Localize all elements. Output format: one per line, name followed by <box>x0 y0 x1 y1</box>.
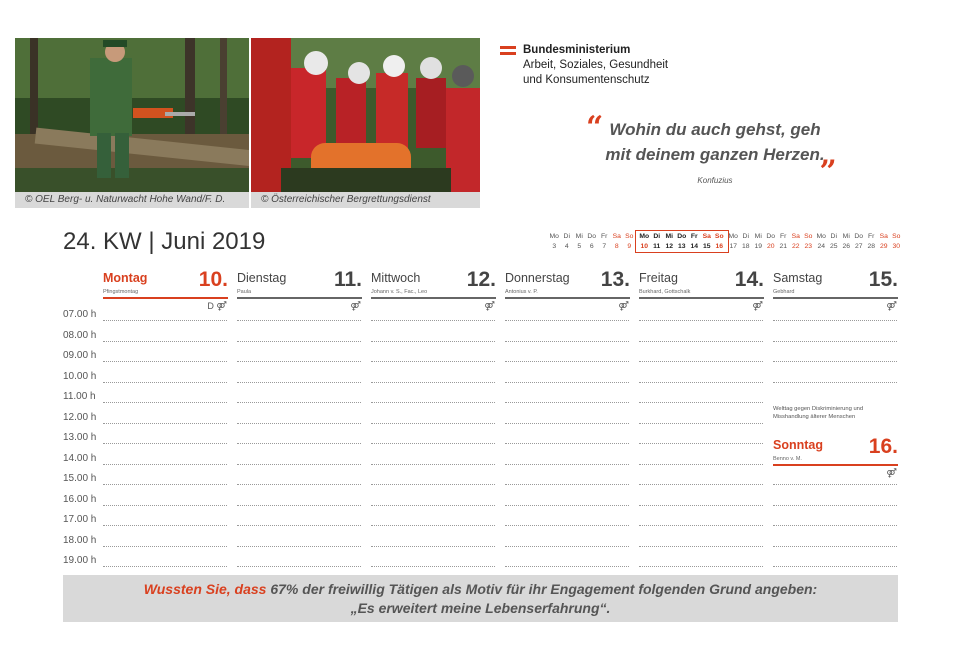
day-name: Samstag <box>773 271 823 285</box>
writing-line[interactable] <box>103 443 227 444</box>
day-rule <box>103 297 228 299</box>
quote-author: Konfuzius <box>697 176 733 185</box>
writing-line[interactable] <box>237 464 361 465</box>
writing-line[interactable] <box>505 525 629 526</box>
mini-calendar: Mo Di Mi Do Fr Sa So 17 18 19 20 21 22 23 <box>728 233 813 250</box>
writing-line[interactable] <box>639 341 763 342</box>
writing-line[interactable] <box>639 361 763 362</box>
writing-line[interactable] <box>639 484 763 485</box>
writing-line[interactable] <box>237 566 361 567</box>
photo-forest-worker <box>15 38 249 192</box>
people-icon: D ⚤ <box>207 301 227 311</box>
writing-line[interactable] <box>639 382 763 383</box>
time-label: 13.00 h <box>63 432 97 443</box>
quote-open-mark: “ <box>586 110 604 145</box>
writing-line[interactable] <box>237 546 361 547</box>
writing-line[interactable] <box>371 566 495 567</box>
writing-line[interactable] <box>371 423 495 424</box>
photo-mountain-rescue <box>251 38 480 192</box>
writing-line[interactable] <box>371 484 495 485</box>
writing-line[interactable] <box>371 464 495 465</box>
people-icon: ⚤ <box>350 301 361 311</box>
saturday-note: Welttag gegen Diskriminierung und Misshandlung älterer Menschen <box>773 406 864 420</box>
writing-line[interactable] <box>103 361 227 362</box>
writing-line[interactable] <box>237 423 361 424</box>
quote-block <box>570 117 860 185</box>
writing-line[interactable] <box>103 464 227 465</box>
writing-line[interactable] <box>103 546 227 547</box>
quote-line: mit deinem ganzen Herzen. <box>605 145 825 164</box>
day-saint: Antonius v. P. <box>505 289 538 295</box>
day-number: 16. <box>868 435 898 458</box>
day-number: 13. <box>600 268 630 291</box>
writing-line[interactable] <box>505 320 629 321</box>
day-number: 10. <box>198 268 228 291</box>
day-saint: Johann v. S., Fac., Leo <box>371 289 428 295</box>
day-number: 15. <box>868 268 898 291</box>
time-label: 14.00 h <box>63 452 97 464</box>
writing-line[interactable] <box>773 361 897 362</box>
time-label: 19.00 h <box>63 555 97 566</box>
writing-line[interactable] <box>505 382 629 383</box>
photo-caption: © OEL Berg- u. Naturwacht Hohe Wand/F. D. <box>15 192 249 208</box>
writing-line[interactable] <box>505 464 629 465</box>
writing-line[interactable] <box>505 484 629 485</box>
day-rule <box>371 297 496 299</box>
writing-line[interactable] <box>639 505 763 506</box>
time-column <box>63 308 96 575</box>
writing-line[interactable] <box>505 505 629 506</box>
writing-line[interactable] <box>371 402 495 403</box>
mini-calendar: Mo Di Mi Do Fr Sa So 24 25 26 27 28 29 30 <box>816 233 901 250</box>
writing-line[interactable] <box>773 382 897 383</box>
writing-line[interactable] <box>773 341 897 342</box>
fact-lead: Wussten Sie, dass <box>143 581 267 597</box>
time-label: 11.00 h <box>63 391 96 402</box>
day-number: 14. <box>734 268 764 291</box>
day-rule <box>639 297 764 299</box>
writing-line[interactable] <box>505 443 629 444</box>
ministry-department: Arbeit, Soziales, Gesundheit <box>523 59 669 71</box>
writing-line[interactable] <box>773 320 897 321</box>
writing-line[interactable] <box>103 423 227 424</box>
ministry-department: und Konsumentenschutz <box>523 74 650 86</box>
writing-line[interactable] <box>371 443 495 444</box>
writing-line[interactable] <box>237 361 361 362</box>
people-icon: ⚤ <box>618 301 629 311</box>
writing-line[interactable] <box>505 361 629 362</box>
time-label: 07.00 h <box>63 309 97 320</box>
writing-line[interactable] <box>639 525 763 526</box>
photo-caption: © Österreichischer Bergrettungsdienst <box>251 192 480 208</box>
day-name: Mittwoch <box>371 271 421 285</box>
time-label: 15.00 h <box>63 473 97 484</box>
writing-line[interactable] <box>505 341 629 342</box>
writing-line[interactable] <box>103 402 227 403</box>
writing-line[interactable] <box>103 484 227 485</box>
writing-line[interactable] <box>371 525 495 526</box>
writing-line[interactable] <box>237 382 361 383</box>
writing-line[interactable] <box>103 320 227 321</box>
writing-line[interactable] <box>773 484 897 485</box>
people-icon: ⚤ <box>752 301 763 311</box>
day-number: 11. <box>333 268 362 291</box>
writing-line[interactable] <box>773 566 897 567</box>
time-label: 17.00 h <box>63 514 97 525</box>
writing-line[interactable] <box>237 320 361 321</box>
fact-box <box>63 575 898 622</box>
quote-close-mark: „ <box>820 137 838 172</box>
writing-line[interactable] <box>103 566 227 567</box>
fact-percent: 67% <box>270 581 299 597</box>
day-rule <box>773 297 898 299</box>
writing-line[interactable] <box>103 505 227 506</box>
mini-calendar: Mo Di Mi Do Fr Sa So 3 4 5 6 7 8 9 <box>549 233 634 250</box>
day-saint: Paula <box>237 289 252 295</box>
day-name: Montag <box>103 271 148 285</box>
writing-line[interactable] <box>237 443 361 444</box>
writing-line[interactable] <box>773 525 897 526</box>
austria-flag-icon <box>500 46 516 55</box>
writing-line[interactable] <box>639 423 763 424</box>
writing-line[interactable] <box>639 546 763 547</box>
day-saint: Pfingstmontag <box>103 289 139 295</box>
writing-line[interactable] <box>371 382 495 383</box>
fact-text: der freiwillig Tätigen als Motiv für ihr Engagement folgenden Grund angeben: <box>302 581 818 597</box>
writing-line[interactable] <box>103 525 227 526</box>
writing-line[interactable] <box>505 566 629 567</box>
writing-line[interactable] <box>639 320 763 321</box>
time-label: 18.00 h <box>63 534 97 546</box>
day-name: Sonntag <box>773 438 823 452</box>
writing-line[interactable] <box>505 402 629 403</box>
day-saint: Gebhard <box>773 289 795 295</box>
time-label: 08.00 h <box>63 329 97 341</box>
day-rule <box>505 297 630 299</box>
writing-line[interactable] <box>237 484 361 485</box>
time-label: 16.00 h <box>63 493 97 505</box>
day-name: Dienstag <box>237 271 287 285</box>
writing-line[interactable] <box>103 341 227 342</box>
writing-line[interactable] <box>371 505 495 506</box>
writing-line[interactable] <box>505 423 629 424</box>
people-icon: ⚤ <box>886 301 897 311</box>
writing-line[interactable] <box>371 546 495 547</box>
writing-line[interactable] <box>505 546 629 547</box>
writing-line[interactable] <box>371 361 495 362</box>
writing-line[interactable] <box>237 341 361 342</box>
time-label: 12.00 h <box>63 411 97 423</box>
writing-line[interactable] <box>371 320 495 321</box>
day-number: 12. <box>466 268 496 291</box>
time-label: 10.00 h <box>63 370 97 382</box>
writing-line[interactable] <box>237 525 361 526</box>
day-saint: Burkhard, Gottschalk <box>639 289 691 295</box>
people-icon: ⚤ <box>886 468 897 478</box>
mini-calendar-current-week: Mo Di Mi Do Fr Sa So 10 11 12 13 14 15 16 <box>635 230 729 253</box>
day-name: Donnerstag <box>505 271 570 285</box>
ministry-name: Bundesministerium <box>523 44 631 56</box>
day-rule <box>773 464 898 466</box>
day-saint: Benno v. M. <box>773 456 802 462</box>
day-name: Freitag <box>639 271 678 285</box>
writing-line[interactable] <box>639 443 763 444</box>
writing-line[interactable] <box>639 402 763 403</box>
writing-line[interactable] <box>237 505 361 506</box>
writing-line[interactable] <box>639 566 763 567</box>
time-label: 09.00 h <box>63 350 97 361</box>
writing-line[interactable] <box>773 505 897 506</box>
quote-line: Wohin du auch gehst, geh <box>609 120 821 139</box>
writing-line[interactable] <box>237 402 361 403</box>
writing-line[interactable] <box>103 382 227 383</box>
week-header: 24. KW | Juni 2019 <box>63 228 266 255</box>
writing-line[interactable] <box>773 546 897 547</box>
day-rule <box>237 297 362 299</box>
fact-quote: „Es erweitert meine Lebenserfahrung“. <box>350 600 611 616</box>
writing-line[interactable] <box>371 341 495 342</box>
people-icon: ⚤ <box>484 301 495 311</box>
writing-line[interactable] <box>639 464 763 465</box>
